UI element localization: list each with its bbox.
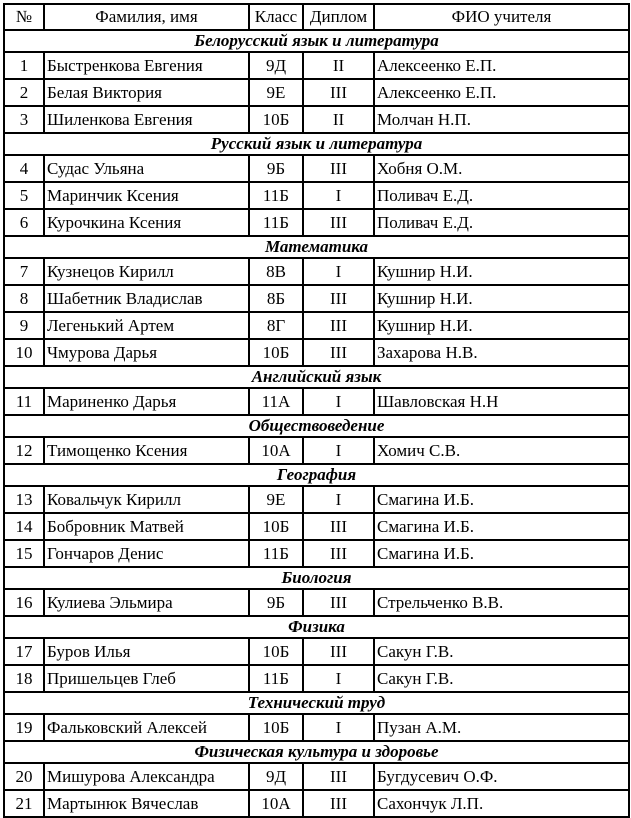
teacher-name-cell: Стрельченко В.В. [374, 589, 629, 616]
subject-section-row [4, 616, 629, 638]
subject-section-row [4, 464, 629, 486]
subject-title: Физика [4, 616, 629, 638]
teacher-name-cell: Сахончук Л.П. [374, 790, 629, 817]
column-header-number: № [4, 4, 44, 30]
student-name-cell: Фальковский Алексей [44, 714, 249, 741]
diploma-cell: III [303, 209, 374, 236]
subject-section-row [4, 415, 629, 437]
diploma-cell: I [303, 714, 374, 741]
diploma-cell: III [303, 79, 374, 106]
class-cell: 10Б [249, 106, 303, 133]
diploma-cell: III [303, 763, 374, 790]
student-name-cell: Мартынюк Вячеслав [44, 790, 249, 817]
row-number-cell: 5 [4, 182, 44, 209]
subject-section-row [4, 236, 629, 258]
subject-title: Белорусский язык и литература [4, 30, 629, 52]
column-header-name: Фамилия, имя [44, 4, 249, 30]
diploma-cell: III [303, 285, 374, 312]
table-body [4, 30, 629, 817]
teacher-name-cell: Смагина И.Б. [374, 486, 629, 513]
diploma-cell: I [303, 665, 374, 692]
subject-title: Английский язык [4, 366, 629, 388]
student-name-cell: Курочкина Ксения [44, 209, 249, 236]
diploma-cell: III [303, 589, 374, 616]
class-cell: 8В [249, 258, 303, 285]
class-cell: 9Д [249, 763, 303, 790]
teacher-name-cell: Алексеенко Е.П. [374, 52, 629, 79]
teacher-name-cell: Смагина И.Б. [374, 513, 629, 540]
subject-title: Биология [4, 567, 629, 589]
column-header-teacher: ФИО учителя [374, 4, 629, 30]
class-cell: 9Е [249, 486, 303, 513]
table-row [4, 339, 629, 366]
teacher-name-cell: Смагина И.Б. [374, 540, 629, 567]
student-name-cell: Кузнецов Кирилл [44, 258, 249, 285]
teacher-name-cell: Бугдусевич О.Ф. [374, 763, 629, 790]
diploma-cell: III [303, 513, 374, 540]
class-cell: 9Б [249, 155, 303, 182]
row-number-cell: 9 [4, 312, 44, 339]
student-name-cell: Гончаров Денис [44, 540, 249, 567]
diploma-cell: I [303, 437, 374, 464]
diploma-cell: I [303, 182, 374, 209]
student-name-cell: Ковальчук Кирилл [44, 486, 249, 513]
table-row [4, 388, 629, 415]
row-number-cell: 8 [4, 285, 44, 312]
row-number-cell: 2 [4, 79, 44, 106]
subject-title: География [4, 464, 629, 486]
subject-title: Русский язык и литература [4, 133, 629, 155]
table-row [4, 665, 629, 692]
row-number-cell: 19 [4, 714, 44, 741]
table-header [4, 4, 629, 30]
table-row [4, 714, 629, 741]
teacher-name-cell: Алексеенко Е.П. [374, 79, 629, 106]
class-cell: 9Б [249, 589, 303, 616]
class-cell: 10Б [249, 513, 303, 540]
class-cell: 10Б [249, 339, 303, 366]
student-name-cell: Легенький Артем [44, 312, 249, 339]
row-number-cell: 7 [4, 258, 44, 285]
table-row [4, 258, 629, 285]
subject-section-row [4, 692, 629, 714]
diploma-cell: III [303, 312, 374, 339]
row-number-cell: 14 [4, 513, 44, 540]
row-number-cell: 11 [4, 388, 44, 415]
subject-section-row [4, 741, 629, 763]
teacher-name-cell: Сакун Г.В. [374, 665, 629, 692]
student-name-cell: Бобровник Матвей [44, 513, 249, 540]
row-number-cell: 16 [4, 589, 44, 616]
class-cell: 11Б [249, 209, 303, 236]
teacher-name-cell: Кушнир Н.И. [374, 285, 629, 312]
subject-title: Математика [4, 236, 629, 258]
student-name-cell: Чмурова Дарья [44, 339, 249, 366]
class-cell: 8Б [249, 285, 303, 312]
student-name-cell: Быстренкова Евгения [44, 52, 249, 79]
student-name-cell: Белая Виктория [44, 79, 249, 106]
teacher-name-cell: Хобня О.М. [374, 155, 629, 182]
header-row [4, 4, 629, 30]
olympiad-results-table [3, 3, 630, 818]
student-name-cell: Мишурова Александра [44, 763, 249, 790]
student-name-cell: Шабетник Владислав [44, 285, 249, 312]
row-number-cell: 4 [4, 155, 44, 182]
teacher-name-cell: Молчан Н.П. [374, 106, 629, 133]
diploma-cell: III [303, 638, 374, 665]
class-cell: 9Д [249, 52, 303, 79]
class-cell: 10А [249, 790, 303, 817]
row-number-cell: 13 [4, 486, 44, 513]
subject-section-row [4, 366, 629, 388]
table-row [4, 513, 629, 540]
row-number-cell: 10 [4, 339, 44, 366]
teacher-name-cell: Сакун Г.В. [374, 638, 629, 665]
student-name-cell: Тимощенко Ксения [44, 437, 249, 464]
class-cell: 10А [249, 437, 303, 464]
class-cell: 11Б [249, 182, 303, 209]
table-row [4, 106, 629, 133]
diploma-cell: I [303, 388, 374, 415]
student-name-cell: Буров Илья [44, 638, 249, 665]
student-name-cell: Шиленкова Евгения [44, 106, 249, 133]
diploma-cell: III [303, 155, 374, 182]
teacher-name-cell: Шавловская Н.Н [374, 388, 629, 415]
teacher-name-cell: Пузан А.М. [374, 714, 629, 741]
teacher-name-cell: Поливач Е.Д. [374, 209, 629, 236]
table-row [4, 589, 629, 616]
table-row [4, 182, 629, 209]
table-row [4, 437, 629, 464]
student-name-cell: Мариненко Дарья [44, 388, 249, 415]
diploma-cell: I [303, 486, 374, 513]
table-row [4, 79, 629, 106]
class-cell: 11Б [249, 540, 303, 567]
student-name-cell: Судас Ульяна [44, 155, 249, 182]
teacher-name-cell: Кушнир Н.И. [374, 312, 629, 339]
table-row [4, 285, 629, 312]
subject-title: Обществоведение [4, 415, 629, 437]
student-name-cell: Пришельцев Глеб [44, 665, 249, 692]
subject-section-row [4, 30, 629, 52]
diploma-cell: III [303, 790, 374, 817]
table-row [4, 209, 629, 236]
diploma-cell: II [303, 106, 374, 133]
diploma-cell: III [303, 339, 374, 366]
table-row [4, 155, 629, 182]
student-name-cell: Маринчик Ксения [44, 182, 249, 209]
row-number-cell: 20 [4, 763, 44, 790]
diploma-cell: II [303, 52, 374, 79]
teacher-name-cell: Хомич С.В. [374, 437, 629, 464]
teacher-name-cell: Поливач Е.Д. [374, 182, 629, 209]
table-row [4, 312, 629, 339]
student-name-cell: Кулиева Эльмира [44, 589, 249, 616]
diploma-cell: III [303, 540, 374, 567]
teacher-name-cell: Захарова Н.В. [374, 339, 629, 366]
class-cell: 9Е [249, 79, 303, 106]
table-row [4, 540, 629, 567]
table-row [4, 638, 629, 665]
row-number-cell: 21 [4, 790, 44, 817]
row-number-cell: 6 [4, 209, 44, 236]
subject-section-row [4, 567, 629, 589]
row-number-cell: 3 [4, 106, 44, 133]
subject-title: Технический труд [4, 692, 629, 714]
diploma-cell: I [303, 258, 374, 285]
row-number-cell: 12 [4, 437, 44, 464]
subject-section-row [4, 133, 629, 155]
teacher-name-cell: Кушнир Н.И. [374, 258, 629, 285]
class-cell: 10Б [249, 714, 303, 741]
table-row [4, 763, 629, 790]
table-row [4, 486, 629, 513]
row-number-cell: 17 [4, 638, 44, 665]
column-header-class: Класс [249, 4, 303, 30]
table-row [4, 52, 629, 79]
column-header-diploma: Диплом [303, 4, 374, 30]
class-cell: 11А [249, 388, 303, 415]
row-number-cell: 1 [4, 52, 44, 79]
class-cell: 10Б [249, 638, 303, 665]
row-number-cell: 15 [4, 540, 44, 567]
row-number-cell: 18 [4, 665, 44, 692]
subject-title: Физическая культура и здоровье [4, 741, 629, 763]
class-cell: 11Б [249, 665, 303, 692]
class-cell: 8Г [249, 312, 303, 339]
